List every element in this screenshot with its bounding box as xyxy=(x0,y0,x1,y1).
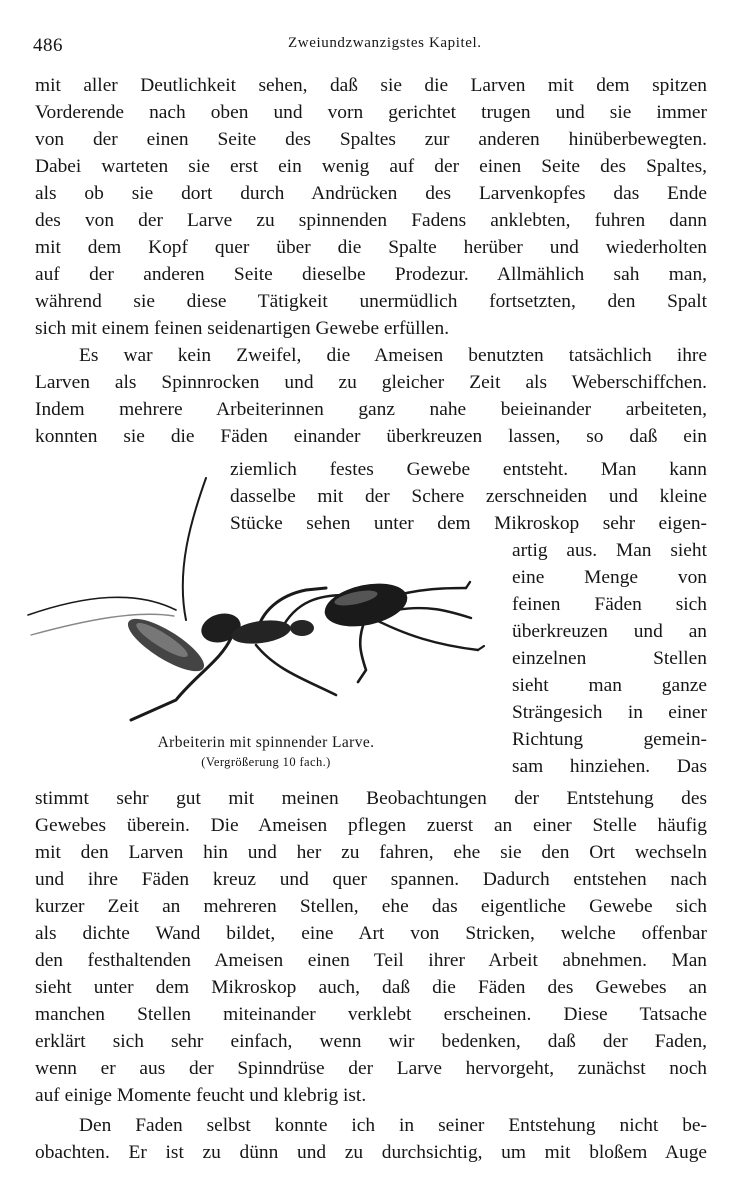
text-line: Stücke sehen unter dem Mikroskop sehr eigen- xyxy=(230,513,707,534)
text-line: Vorderende nach oben und vorn gerichtet trugen und sie immer xyxy=(35,102,707,123)
text-line: als ob sie dort durch Andrücken des Larvenkopfes das Ende xyxy=(35,183,707,204)
text-line: einzelnen Stellen xyxy=(512,648,707,669)
text-line: wenn er aus der Spinndrüse der Larve hervorgeht, zunächst noch xyxy=(35,1058,707,1079)
text-line: kurzer Zeit an mehreren Stellen, ehe das eigentliche Gewebe sich xyxy=(35,896,707,917)
paragraph-first-line: Es war kein Zweifel, die Ameisen benutzten tatsächlich ihre xyxy=(79,345,707,366)
caption-magnification: (Vergrößerung 10 fach.) xyxy=(201,755,331,769)
text-line: dasselbe mit der Schere zerschneiden und kleine xyxy=(230,486,707,507)
figure-caption xyxy=(26,733,506,771)
caption-title: Arbeiterin mit spinnender Larve. xyxy=(157,734,375,751)
text-line: Gewebes überein. Die Ameisen pflegen zuerst an einer Stelle häufig xyxy=(35,815,707,836)
text-line: von der einen Seite des Spaltes zur anderen hinüberbewegten. xyxy=(35,129,707,150)
text-line: auf einige Momente feucht und klebrig ist. xyxy=(35,1085,367,1106)
text-line: Indem mehrere Arbeiterinnen ganz nahe beieinander arbeiteten, xyxy=(35,399,707,420)
page-header xyxy=(33,30,708,58)
text-line: als dichte Wand bildet, eine Art von Stricken, welche offenbar xyxy=(35,923,707,944)
text-line: des von der Larve zu spinnenden Fadens anklebten, fuhren dann xyxy=(35,210,707,231)
text-line: Richtung gemein- xyxy=(512,729,707,750)
text-line: den festhaltenden Ameisen einen Teil ihrer Arbeit abnehmen. Man xyxy=(35,950,707,971)
running-head: Zweiundzwanzigstes Kapitel. xyxy=(288,35,482,51)
text-line: während sie diese Tätigkeit unermüdlich fortsetzten, den Spalt xyxy=(35,291,707,312)
text-line: Strängesich in einer xyxy=(512,702,707,723)
text-line: mit dem Kopf quer über die Spalte herüber und wiederholten xyxy=(35,237,707,258)
text-line: stimmt sehr gut mit meinen Beobachtungen der Entstehung des xyxy=(35,788,707,809)
text-line: manchen Stellen miteinander verklebt erscheinen. Diese Tatsache xyxy=(35,1004,707,1025)
text-line: sich mit einem feinen seidenartigen Gewebe erfüllen. xyxy=(35,318,450,339)
text-line: Dabei warteten sie erst ein wenig auf der einen Seite des Spaltes, xyxy=(35,156,707,177)
text-line: mit aller Deutlichkeit sehen, daß sie die Larven mit dem spitzen xyxy=(35,75,707,96)
text-line: ziemlich festes Gewebe entsteht. Man kann xyxy=(230,459,707,480)
text-line: erklärt sich sehr einfach, wenn wir bedenken, daß der Faden, xyxy=(35,1031,707,1052)
text-line: überkreuzen und an xyxy=(512,621,707,642)
text-line: und ihre Fäden kreuz und quer spannen. Dadurch entstehen nach xyxy=(35,869,707,890)
text-line: Larven als Spinnrocken und zu gleicher Zeit als Weberschiffchen. xyxy=(35,372,707,393)
text-line: sam hinziehen. Das xyxy=(512,756,707,777)
text-line: artig aus. Man sieht xyxy=(512,540,707,561)
text-line: sieht man ganze xyxy=(512,675,707,696)
text-line: auf der anderen Seite dieselbe Prodezur. Allmählich sah man, xyxy=(35,264,707,285)
text-line: mit den Larven hin und her zu fahren, ehe sie den Ort wechseln xyxy=(35,842,707,863)
text-line: eine Menge von xyxy=(512,567,707,588)
text-line: obachten. Er ist zu dünn und zu durchsichtig, um mit bloßem Auge xyxy=(35,1142,707,1163)
text-line: feinen Fäden sich xyxy=(512,594,707,615)
text-line: konnten sie die Fäden einander überkreuzen lassen, so daß ein xyxy=(35,426,707,447)
ant-illustration xyxy=(26,470,496,732)
text-line: sieht unter dem Mikroskop auch, daß die Fäden des Gewebes an xyxy=(35,977,707,998)
paragraph-first-line: Den Faden selbst konnte ich in seiner Entstehung nicht be- xyxy=(79,1115,707,1136)
page-number: 486 xyxy=(33,35,63,56)
